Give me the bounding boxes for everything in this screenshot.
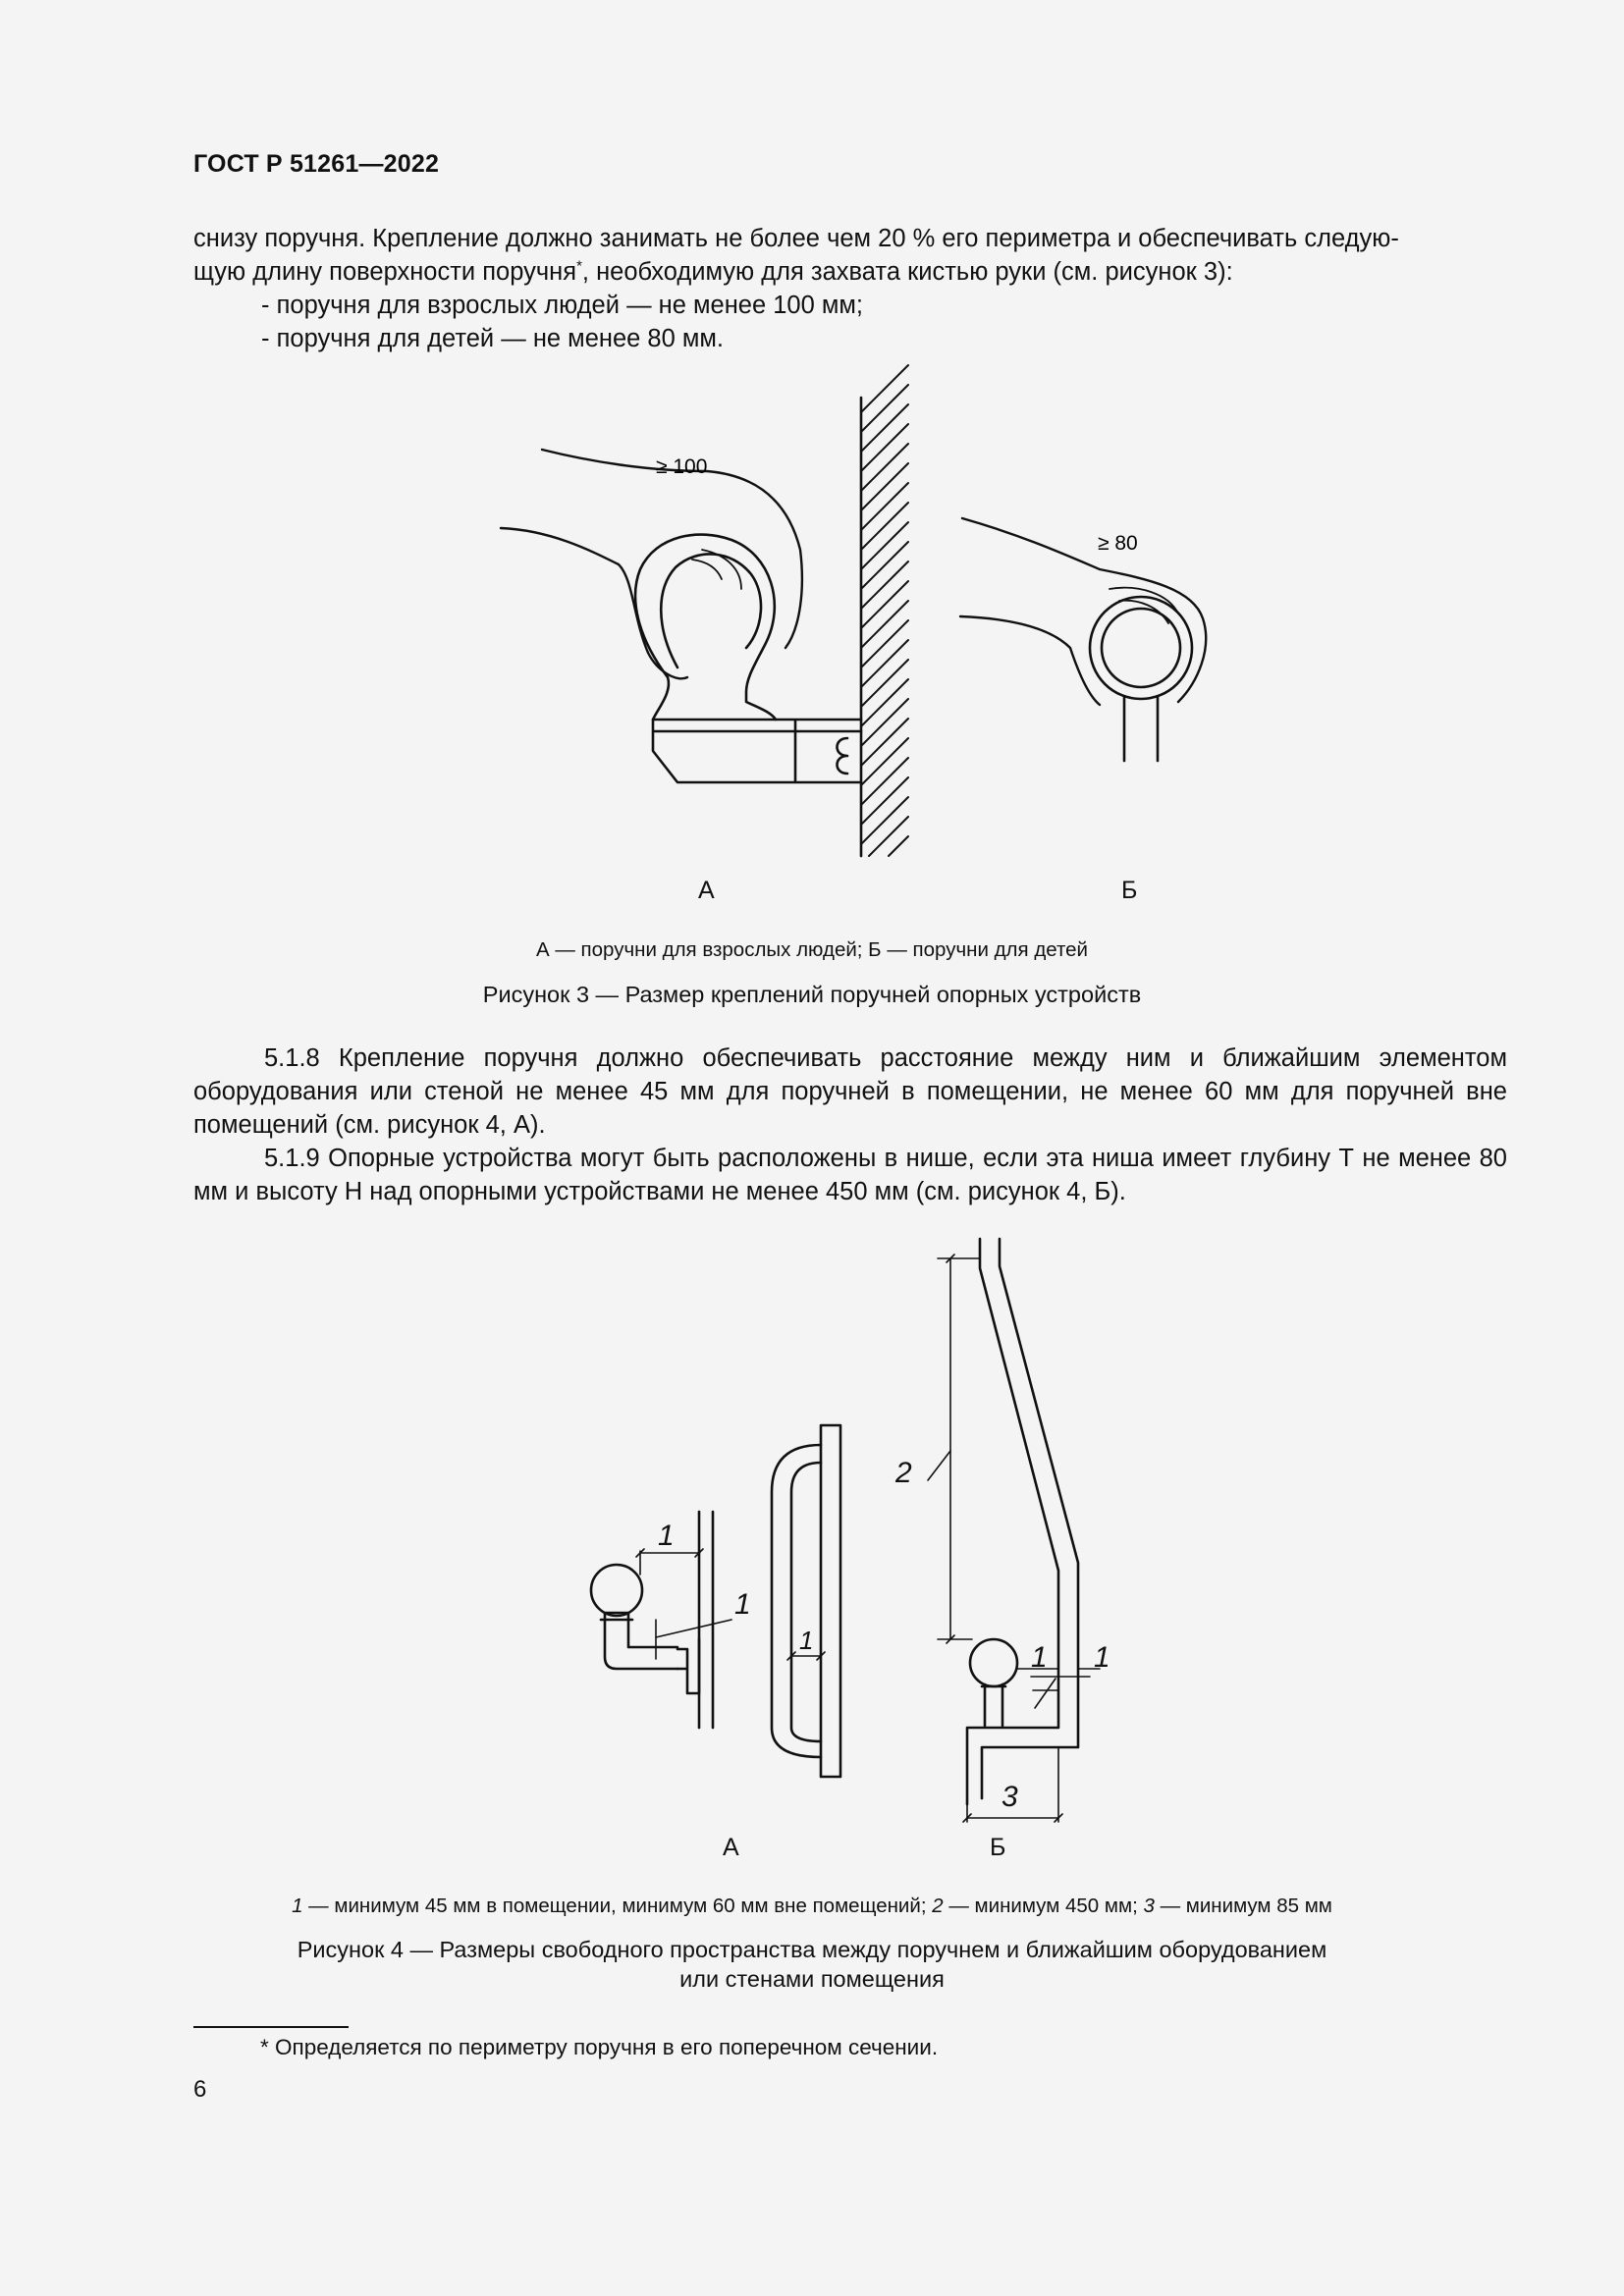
fig4b-callout-1-left: 1 — [1031, 1641, 1048, 1674]
fig4a-front-rail — [772, 1445, 821, 1757]
list-item: - поручня для детей — не менее 80 мм. — [261, 325, 725, 352]
fig4b-niche-outer — [982, 1239, 1078, 1798]
clause-5-1-9: 5.1.9 Опорные устройства могут быть расположены в нише, если эта ниша имеет глубину Т не менее 80 мм и высоту Н над опорными устройствами не менее 450 мм (см. рисунок 4, Б). — [193, 1145, 1507, 1205]
fig4b-niche-inner — [967, 1239, 1058, 1804]
fig4b-handrail-circle — [970, 1639, 1017, 1686]
figure-4-caption-line-1: Рисунок 4 — Размеры свободного пространства между поручнем и ближайшим оборудованием — [297, 1937, 1327, 1962]
figure-3-label-b: Б — [1121, 877, 1138, 904]
fig4a-front-wallplate — [821, 1425, 840, 1777]
fig4a-callout-1-top: 1 — [658, 1520, 675, 1552]
fig4a-callout-1-side: 1 — [734, 1588, 751, 1621]
fig4a-callout-1-front: 1 — [799, 1626, 814, 1655]
list-item: - поручня для взрослых людей — не менее 100 мм; — [261, 292, 864, 319]
clause-5-1-8: 5.1.8 Крепление поручня должно обеспечивать расстояние между ним и ближайшим элементом оборудования или стеной не менее 45 мм для поручней в помещении, не менее 60 мм для поручней вне помещений (см. рисунок 4, А). — [193, 1044, 1507, 1139]
intro-line-1: снизу поручня. Крепление должно занимать не более чем 20 % его периметра и обеспечивать следую- — [193, 225, 1399, 252]
fig4a-handrail-circle — [591, 1565, 642, 1616]
figure-3-caption: Рисунок 3 — Размер креплений поручней опорных устройств — [482, 982, 1142, 1007]
footnote-marker: * — [576, 257, 582, 275]
figure-4-caption-line-2: или стенами помещения — [679, 1966, 945, 1992]
legend-key-3: 3 — [1143, 1895, 1155, 1917]
page-number: 6 — [193, 2076, 207, 2103]
legend-text-3: — минимум 85 мм — [1154, 1895, 1332, 1917]
figure-4-caption — [0, 1935, 1624, 1994]
legend-key-1: 1 — [292, 1895, 303, 1917]
intro-line-2-tail: , необходимую для захвата кистью руки (см. рисунок 3): — [581, 258, 1233, 286]
footnote: * Определяется по периметру поручня в его поперечном сечении. — [260, 2035, 939, 2059]
fig4b-callout-1-right: 1 — [1094, 1641, 1110, 1674]
figure-4-legend — [0, 1895, 1624, 1918]
figure-3-label-a: А — [698, 877, 715, 904]
document-code-header: ГОСТ Р 51261—2022 — [193, 150, 440, 178]
intro-line-2-text: щую длину поверхности поручня — [193, 258, 577, 286]
fig4b-callout-2: 2 — [895, 1457, 912, 1489]
legend-text-1: — минимум 45 мм в помещении, минимум 60 мм вне помещений; — [302, 1895, 933, 1917]
fig4b-bracket — [982, 1684, 1005, 1726]
footnote-separator — [193, 2026, 349, 2028]
figure-4-label-a: А — [723, 1834, 739, 1861]
legend-key-2: 2 — [932, 1895, 944, 1917]
figure-4-label-b: Б — [990, 1834, 1006, 1861]
fig4a-mount — [677, 1639, 699, 1693]
fig4b-callout-3: 3 — [1001, 1781, 1018, 1813]
legend-text-2: — минимум 450 мм; — [943, 1895, 1144, 1917]
dim-label-80: ≥ 80 — [1098, 532, 1138, 555]
fig4a-bracket — [601, 1613, 677, 1669]
figure-3-legend: А — поручни для взрослых людей; Б — поручни для детей — [535, 938, 1089, 961]
dim-label-100: ≥ 100 — [656, 455, 708, 478]
